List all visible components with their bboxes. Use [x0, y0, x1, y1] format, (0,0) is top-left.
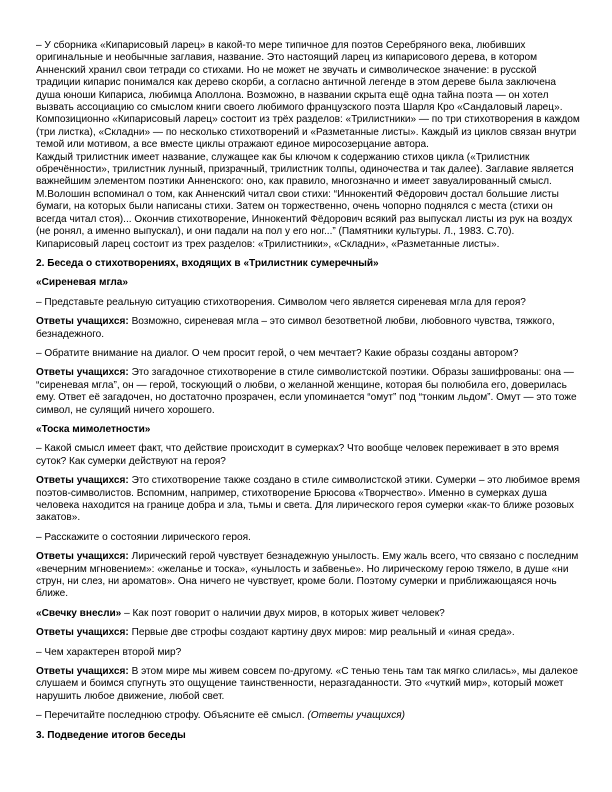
poem-3-question-2: – Чем характерен второй мир?	[36, 646, 182, 658]
poem-3-question-3	[36, 710, 580, 722]
poem-1-answer-1	[36, 316, 580, 341]
intro-paragraph-1: – У сборника «Кипарисовый ларец» в какой-то мере типичное для поэтов Серебряного века, любивших оригинальные и необычные заглавия, название. Это настоящий ларец из кипарисового дерева, в котором Анненский хранил свои тетради со стихами. Но не может не звучать и символическое значение: в русской традиции кипарис понимался как дерево скорби, а согласно античной легенде в этом дереве была заключена душа юноши Кипариса, любимца Аполлона. Возможно, в названии скрыта ещё одна тайна поэта — он хотел вызвать ассоциацию со смыслом книги своего любимого французского поэта Шарля Кро «Сандаловый ларец». Композиционно «Кипарисовый ларец» состоит из трёх разделов: «Трилистники» — по три стихотворения в каждом (три листка), «Складни» — по несколько стихотворений и «Разметанные листы». Каждый из циклов связан внутри темой или мотивом, а все вместе циклы отражают единое миросозерцание автора.	[36, 40, 580, 151]
section-3-heading: 3. Подведение итогов беседы	[36, 729, 186, 741]
intro-paragraph-2: Каждый трилистник имеет название, служащее как бы ключом к содержанию стихов цикла («Трилистник обречённости», трилистник лунный, призрачный, трилистник толпы, одиночества и так далее). Заглавие является важнейшим элементом поэтики Анненского: оно, как правило, многозначно и имеет завуалированный смысл.	[36, 151, 574, 188]
answer-note: (Ответы учащихся)	[307, 710, 406, 722]
section-2-heading: 2. Беседа о стихотворениях, входящих в «Трилистник сумеречный»	[36, 257, 379, 269]
poem-2-answer-1	[36, 475, 580, 525]
poem-3-answer-2	[36, 666, 580, 703]
intro-paragraph-4: Кипарисовый ларец состоит из трех разделов: «Трилистники», «Складни», «Разметанные листы».	[36, 238, 500, 250]
answer-label: Ответы учащихся:	[36, 666, 129, 678]
poem-3-title: «Свечку внесли»	[36, 607, 122, 619]
answer-text: Это загадочное стихотворение в стиле символистской поэтики. Образы зашифрованы: она — “сиреневая мгла”, он — герой, тоскующий о любви, о желанной женщине, которая бы полюбила его, доверилась ему. Ответ её загадочен, но достаточно прозрачен, если упоминается “омут” под “тонким льдом”. Омут — это тоже символ, не сулящий ничего хорошего.	[36, 367, 577, 416]
poem-1-title: «Сиреневая мгла»	[36, 277, 129, 289]
poem-3-question-1: – Как поэт говорит о наличии двух миров, в которых живет человек?	[121, 607, 445, 619]
answer-text: Первые две строфы создают картину двух миров: мир реальный и «иная среда».	[128, 627, 515, 639]
poem-2-title: «Тоска мимолетности»	[36, 423, 151, 435]
answer-label: Ответы учащихся:	[36, 367, 129, 379]
answer-label: Ответы учащихся:	[36, 475, 129, 487]
answer-text: Возможно, сиреневая мгла – это символ безответной любви, любовного чувства, тяжкого, безнадежного.	[36, 316, 555, 340]
poem-2-question-2: – Расскажите о состоянии лирического героя.	[36, 531, 251, 543]
poem-1-question-2: – Обратите внимание на диалог. О чем просит герой, о чем мечтает? Какие образы созданы автором?	[36, 347, 519, 359]
poem-2-answer-2	[36, 551, 580, 601]
answer-label: Ответы учащихся:	[36, 551, 129, 563]
answer-text: Лирический герой чувствует безнадежную унылость. Ему жаль всего, что связано с последним «вечерним мгновением»: «желанье и тоска», «унылость и забвенье». Но лирическому герою тяжело, в душе «ни струн, ни слез, ни ароматов». Она ничего не чувствует, кроме боли. Поэтому сумерки и приближающаяся ночь ближе.	[36, 551, 579, 600]
question-text: – Перечитайте последнюю строфу. Объясните её смысл.	[36, 710, 308, 722]
poem-2-question-1: – Какой смысл имеет факт, что действие происходит в сумерках? Что вообще человек переживает в это время суток? Как сумерки действуют на героя?	[36, 443, 559, 467]
intro-paragraph-3: М.Волошин вспоминал о том, как Анненский читал свои стихи: “Иннокентий Фёдорович достал большие листы бумаги, на которых были написаны стихи. Затем он торжественно, очень чопорно поднялся с места (стихи он всегда читал стоя)... Окончив стихотворение, Иннокентий Фёдорович всякий раз выпускал листы из рук на воздух (не ронял, а именно выпускал), и они падали на пол у его ног...” (Памятники культуры. Л., 1983. С.70).	[36, 188, 573, 238]
poem-1-answer-2	[36, 367, 580, 417]
poem-3-answer-1	[36, 627, 580, 639]
answer-text: В этом мире мы живем совсем по-другому. «С тенью тень там так мягко слилась», мы далекое слушаем и боимся спугнуть это ощущение таинственности, неразгаданности. Это «чуткий мир», который может нарушить любое движение, любой свет.	[36, 666, 578, 702]
answer-text: Это стихотворение также создано в стиле символистской этики. Сумерки – это любимое время поэтов-символистов. Вспомним, например, стихотворение Брюсова «Творчество». Именно в сумерках душа человека находится на границе добра и зла, тьмы и света. Для лирического героя сумерки «как-то ближе розовых закатов».	[36, 475, 580, 524]
answer-label: Ответы учащихся:	[36, 627, 129, 639]
answer-label: Ответы учащихся:	[36, 316, 129, 328]
document-body	[36, 40, 580, 742]
poem-3-intro	[36, 608, 580, 620]
poem-1-question-1: – Представьте реальную ситуацию стихотворения. Символом чего является сиреневая мгла для героя?	[36, 296, 526, 308]
